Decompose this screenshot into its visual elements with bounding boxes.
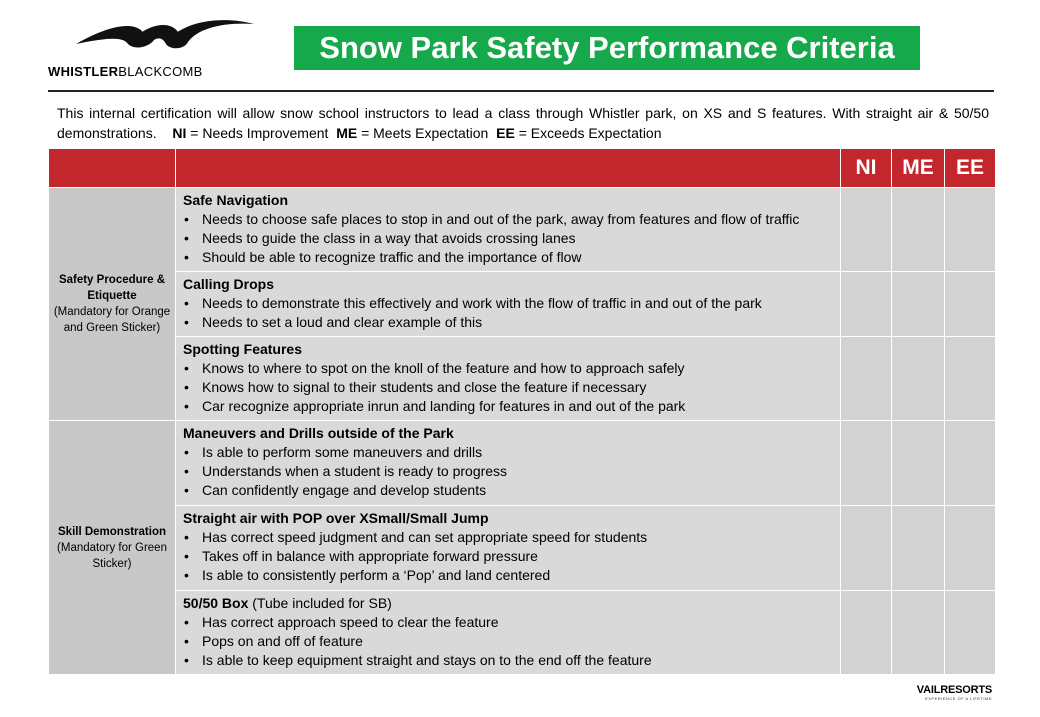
list-item: • Is able to perform some maneuvers and drills (183, 443, 834, 462)
wave-logo-icon (74, 18, 256, 54)
legend-abbr-ni: NI (172, 125, 187, 141)
criterion-title-text: 50/50 Box (183, 595, 249, 611)
criterion-title (183, 595, 834, 612)
score-cell-ee[interactable] (945, 272, 996, 337)
criterion-title: Spotting Features (183, 341, 303, 357)
table-row (49, 591, 996, 675)
criterion-50-50-box (176, 591, 841, 675)
list-item: • Car recognize appropriate inrun and landing for features in and out of the park (183, 397, 834, 416)
score-cell-ee[interactable] (945, 591, 996, 675)
criterion-calling-drops (176, 272, 841, 337)
score-cell-me[interactable] (892, 421, 945, 506)
score-cell-me[interactable] (892, 188, 945, 272)
score-cell-me[interactable] (892, 272, 945, 337)
column-header-ee: EE (945, 149, 996, 188)
score-cell-ni[interactable] (841, 337, 892, 421)
list-item: • Needs to set a loud and clear example of this (183, 313, 834, 332)
score-cell-ee[interactable] (945, 337, 996, 421)
table-row (49, 272, 996, 337)
category-cell-skill (49, 421, 176, 675)
score-cell-me[interactable] (892, 591, 945, 675)
list-item: • Pops on and off of feature (183, 632, 834, 651)
header-divider (48, 90, 994, 92)
column-header-me: ME (892, 149, 945, 188)
list-item: • Understands when a student is ready to progress (183, 462, 834, 481)
list-item: • Has correct speed judgment and can set appropriate speed for students (183, 528, 834, 547)
list-item: • Knows to where to spot on the knoll of the feature and how to approach safely (183, 359, 834, 378)
list-item: • Can confidently engage and develop students (183, 481, 834, 500)
category-subtitle: (Mandatory for Green Sticker) (57, 541, 167, 570)
score-cell-me[interactable] (892, 337, 945, 421)
intro-paragraph (57, 103, 989, 143)
list-item: • Needs to choose safe places to stop in and out of the park, away from features and flow of traffic (183, 210, 834, 229)
criterion-title: Straight air with POP over XSmall/Small Jump (183, 510, 489, 526)
legend-meaning-ee: = Exceeds Expectation (518, 125, 662, 141)
criterion-safe-navigation (176, 188, 841, 272)
list-item: • Knows how to signal to their students and close the feature if necessary (183, 378, 834, 397)
score-cell-ee[interactable] (945, 506, 996, 591)
criterion-note: (Tube included for SB) (252, 595, 392, 611)
score-cell-ni[interactable] (841, 591, 892, 675)
list-item: • Should be able to recognize traffic and the importance of flow (183, 248, 834, 267)
vail-tagline: EXPERIENCE OF A LIFETIME (925, 696, 992, 701)
list-item: • Takes off in balance with appropriate forward pressure (183, 547, 834, 566)
legend-abbr-me: ME (336, 125, 358, 141)
criterion-title: Safe Navigation (183, 192, 289, 208)
score-cell-ni[interactable] (841, 506, 892, 591)
criterion-title: Calling Drops (183, 276, 275, 292)
category-subtitle: (Mandatory for Orange and Green Sticker) (53, 306, 171, 334)
score-cell-ee[interactable] (945, 188, 996, 272)
table-row (49, 188, 996, 272)
table-row (49, 421, 996, 506)
column-header-ni: NI (841, 149, 892, 188)
score-cell-ee[interactable] (945, 421, 996, 506)
vail-wordmark: VAILRESORTS (916, 684, 992, 696)
criterion-straight-air (176, 506, 841, 591)
header-blank-criteria (176, 149, 841, 188)
list-item: • Needs to guide the class in a way that avoids crossing lanes (183, 229, 834, 248)
whistler-blackcomb-logo (48, 18, 258, 80)
category-title: Safety Procedure & Etiquette (58, 274, 166, 302)
header-blank-category (49, 149, 176, 188)
list-item: • Is able to consistently perform a ‘Pop’ and land centered (183, 566, 834, 585)
vail-resorts-logo (917, 684, 992, 701)
intro-text: This internal certification will allow snow school instructors to lead a class through Whistler park, on XS and S features. With straight air & 50/50 demonstrations. (57, 105, 989, 141)
score-cell-me[interactable] (892, 506, 945, 591)
criterion-maneuvers-drills (176, 421, 841, 506)
category-cell-safety (49, 188, 176, 421)
page-title: Snow Park Safety Performance Criteria (294, 26, 920, 70)
criterion-title: Maneuvers and Drills outside of the Park (183, 425, 454, 441)
score-cell-ni[interactable] (841, 188, 892, 272)
legend-abbr-ee: EE (496, 125, 515, 141)
brand-wordmark: WHISTLERBLACKCOMB (48, 64, 203, 79)
category-title: Skill Demonstration (58, 525, 166, 538)
score-cell-ni[interactable] (841, 272, 892, 337)
list-item: • Is able to keep equipment straight and stays on to the end off the feature (183, 651, 834, 670)
criteria-table (48, 148, 996, 675)
score-cell-ni[interactable] (841, 421, 892, 506)
criterion-spotting-features (176, 337, 841, 421)
legend-meaning-ni: = Needs Improvement (190, 125, 329, 141)
list-item: • Needs to demonstrate this effectively and work with the flow of traffic in and out of the park (183, 294, 834, 313)
table-header-row (49, 149, 996, 188)
table-row (49, 337, 996, 421)
table-row (49, 506, 996, 591)
list-item: • Has correct approach speed to clear the feature (183, 613, 834, 632)
legend-meaning-me: = Meets Expectation (361, 125, 489, 141)
